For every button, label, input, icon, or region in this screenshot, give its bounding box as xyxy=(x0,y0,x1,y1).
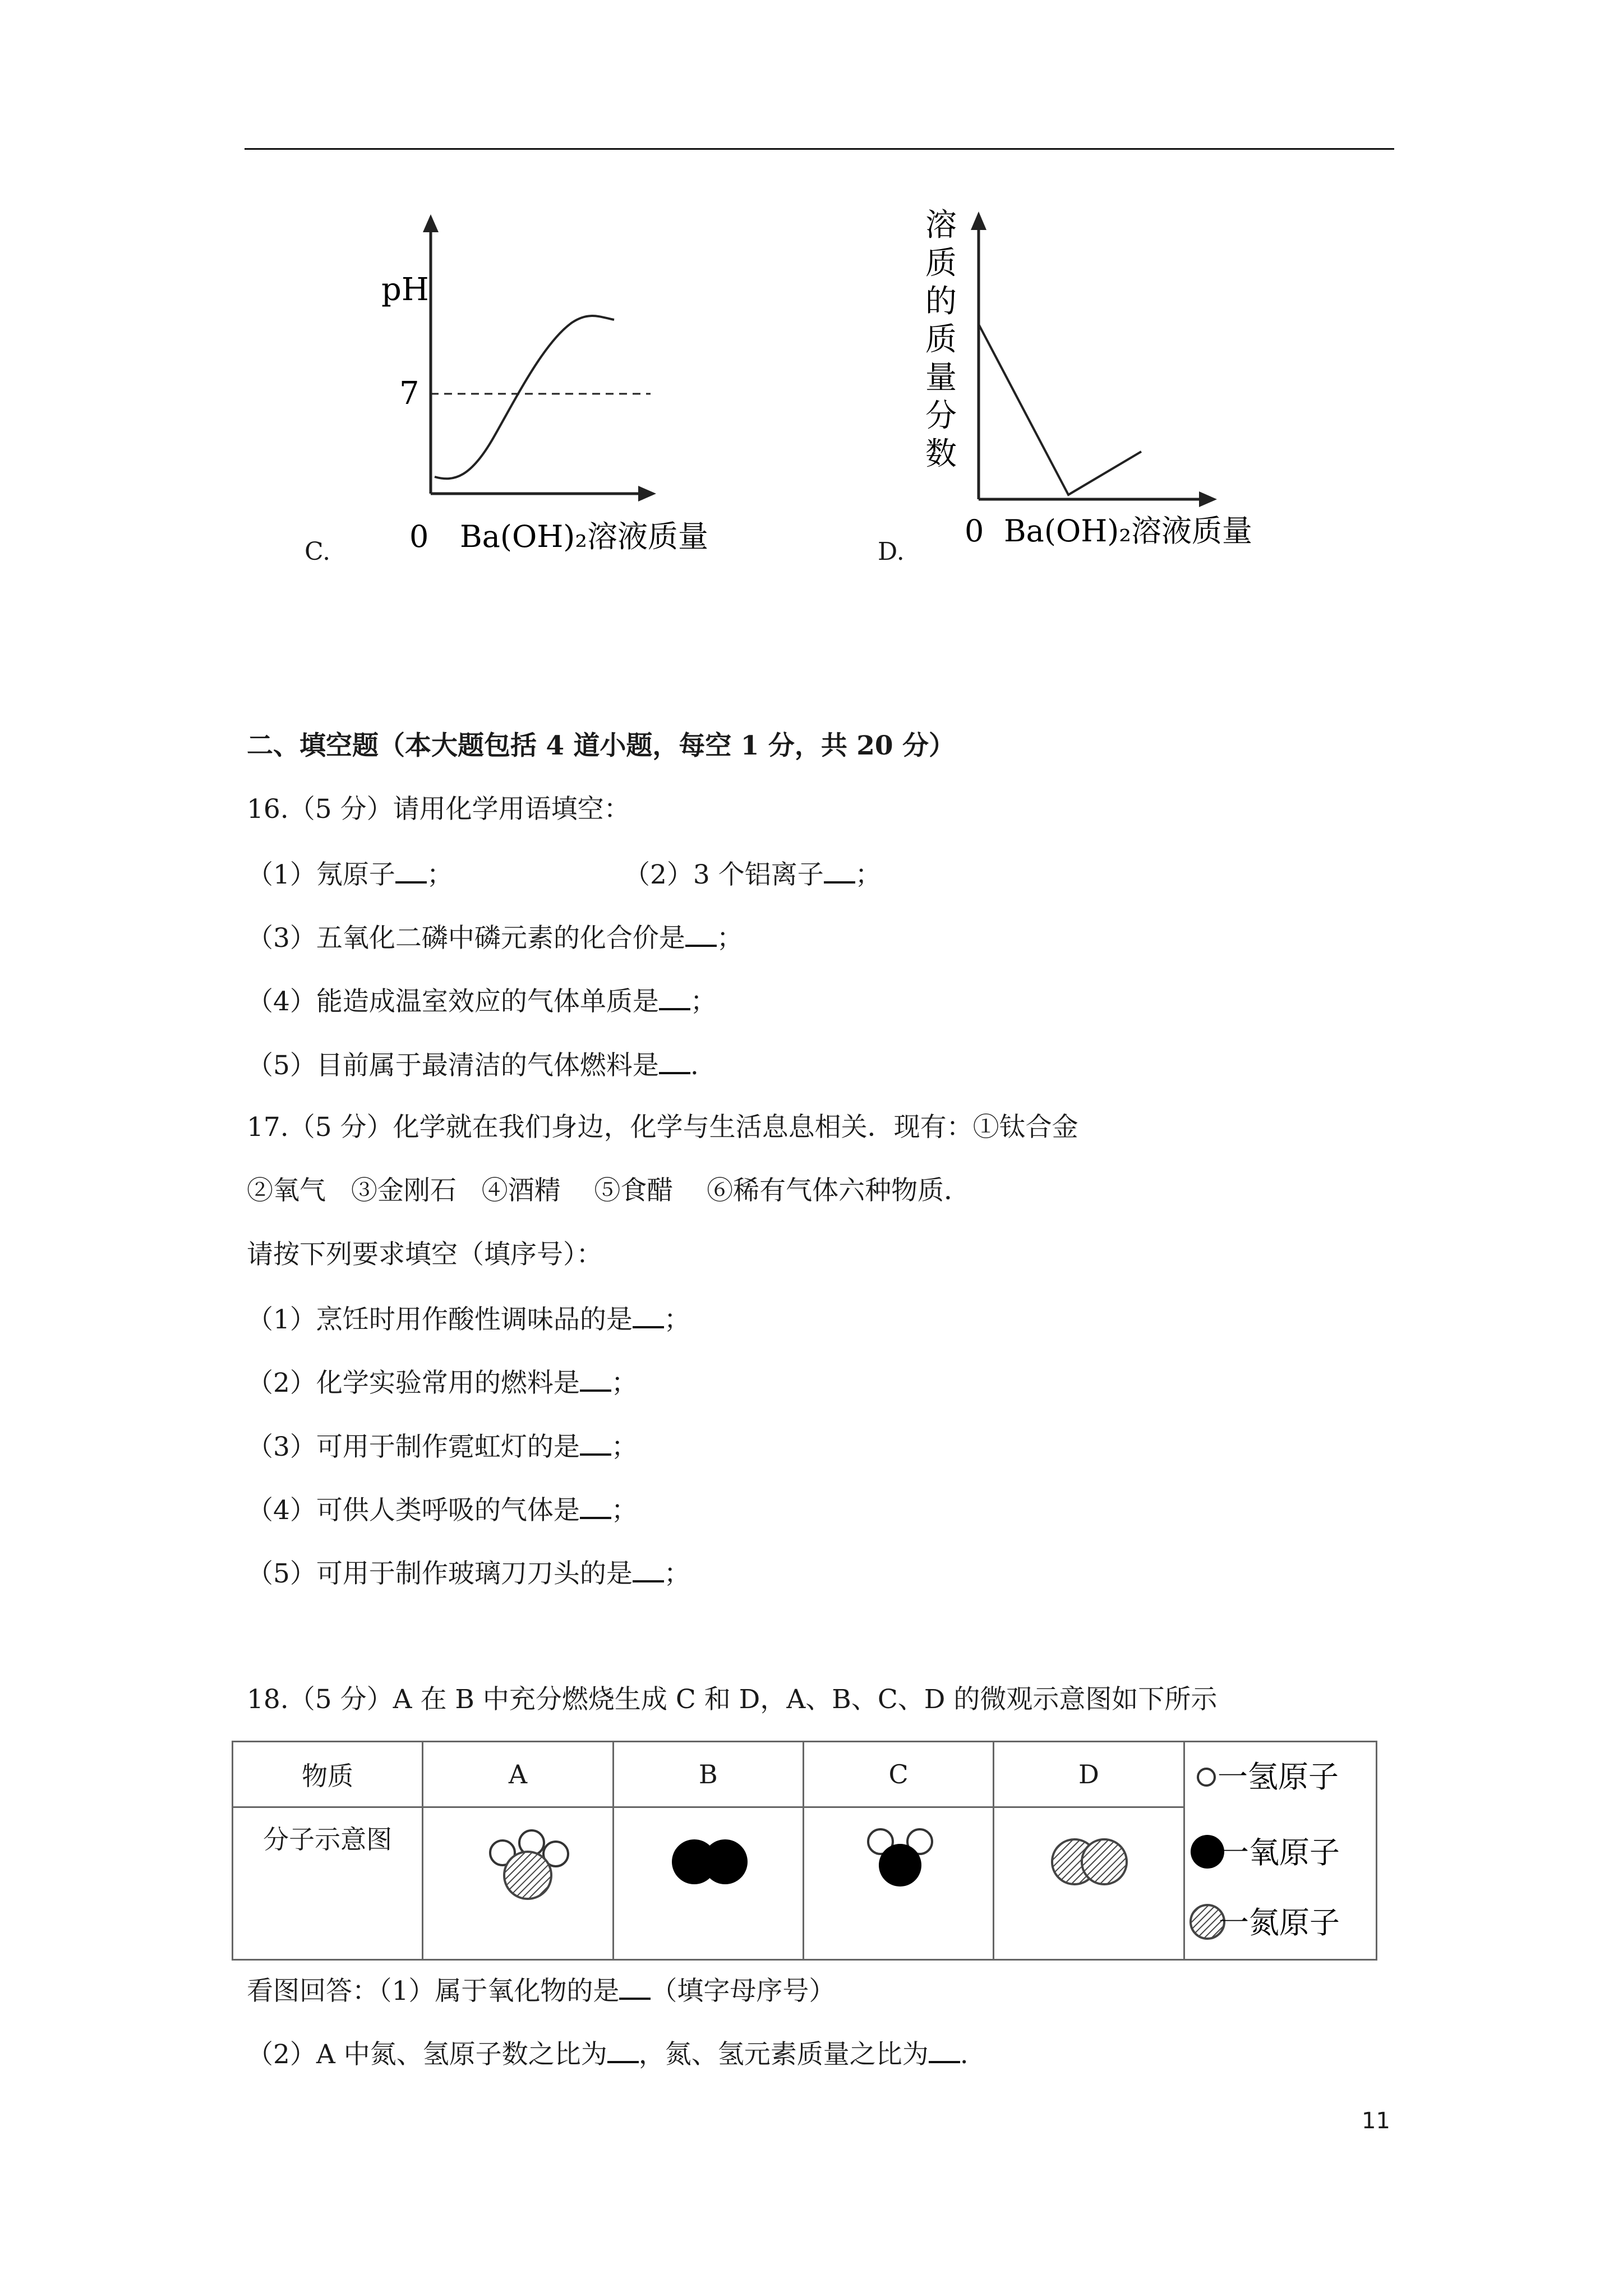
molecule-c-icon xyxy=(842,1808,955,1920)
page-number: 11 xyxy=(1362,2108,1390,2134)
legend-oxygen: 一氧原子 xyxy=(1218,1835,1340,1870)
answer-blank[interactable] xyxy=(633,1301,664,1328)
figure-c-label: C. xyxy=(305,537,331,566)
table-header-cell: C xyxy=(803,1742,993,1807)
molecule-table xyxy=(232,1741,1377,1961)
hydrogen-atom-icon xyxy=(1198,1769,1215,1786)
answer-blank[interactable] xyxy=(580,1492,611,1519)
answer-blank[interactable] xyxy=(929,2036,960,2063)
answer-blank[interactable] xyxy=(580,1365,611,1392)
answer-blank[interactable] xyxy=(395,857,427,884)
q17-stem: 17.（5 分）化学就在我们身边，化学与生活息息相关．现有：①钛合金 xyxy=(247,1112,1078,1143)
svg-text:分: 分 xyxy=(925,398,957,434)
q17-part1: （1）烹饪时用作酸性调味品的是 ； xyxy=(247,1301,690,1337)
q17-part4: （4）可供人类呼吸的气体是 ； xyxy=(247,1492,638,1527)
figure-c-ref-label: 7 xyxy=(399,375,419,412)
molecule-c-cell xyxy=(803,1807,993,1960)
table-header-cell: D xyxy=(994,1742,1184,1807)
molecule-d-cell xyxy=(994,1807,1184,1960)
section-heading: 二、填空题（本大题包括 4 道小题，每空 1 分，共 20 分） xyxy=(247,730,955,761)
molecule-b-icon xyxy=(652,1808,764,1920)
q16-part5: （5）目前属于最清洁的气体燃料是 . xyxy=(247,1047,699,1083)
table-header-cell: 物质 xyxy=(233,1742,423,1807)
legend-hydrogen: 一氢原子 xyxy=(1217,1759,1339,1795)
molecule-b-cell xyxy=(613,1807,803,1960)
answer-blank[interactable] xyxy=(824,857,855,884)
q16-stem: 16.（5 分）请用化学用语填空： xyxy=(247,794,630,825)
answer-blank[interactable] xyxy=(659,983,690,1010)
answer-blank[interactable] xyxy=(685,920,717,947)
svg-text:溶: 溶 xyxy=(925,207,957,243)
molecule-a-cell xyxy=(423,1807,613,1960)
q17-part5: （5）可用于制作玻璃刀刀头的是 ； xyxy=(247,1556,690,1591)
figure-d-origin: 0 xyxy=(965,513,984,549)
figure-c-y-label: pH xyxy=(381,272,429,308)
q16-part4: （4）能造成温室效应的气体单质是 ； xyxy=(247,983,717,1019)
answer-blank[interactable] xyxy=(580,1429,611,1456)
q16-part2: （2）3 个铝离子 ； xyxy=(624,857,882,892)
figure-c-x-label: Ba(OH)₂溶液质量 xyxy=(460,519,709,554)
molecule-a-icon xyxy=(462,1808,574,1920)
table-header-cell: B xyxy=(613,1742,803,1807)
answer-blank[interactable] xyxy=(633,1556,664,1582)
figure-d xyxy=(920,202,1301,572)
answer-blank[interactable] xyxy=(607,2036,639,2063)
q16-part1: （1）氖原子 ； xyxy=(247,857,453,892)
q17-list: ②氧气 ③金刚石 ④酒精 ⑤食醋 ⑥稀有气体六种物质． xyxy=(247,1175,971,1206)
table-header-cell: A xyxy=(423,1742,613,1807)
q17-part3: （3）可用于制作霓虹灯的是 ； xyxy=(247,1429,638,1464)
figure-c xyxy=(359,213,709,572)
answer-blank[interactable] xyxy=(619,1973,651,2000)
q18-part2: （2）A 中氮、氢原子数之比为 ，氮、氢元素质量之比为 . xyxy=(247,2036,969,2072)
legend-cell xyxy=(1184,1742,1376,1960)
svg-text:的: 的 xyxy=(925,283,957,320)
legend-nitrogen: 一氮原子 xyxy=(1218,1905,1340,1940)
header-rule xyxy=(245,148,1394,150)
q18-part1: 看图回答：（1）属于氧化物的是 （填字母序号） xyxy=(247,1973,835,2008)
svg-text:数: 数 xyxy=(925,436,957,472)
q17-instruction: 请按下列要求填空（填序号）： xyxy=(247,1239,603,1270)
q16-part3: （3）五氧化二磷中磷元素的化合价是 ； xyxy=(247,920,743,955)
figure-d-x-label: Ba(OH)₂溶液质量 xyxy=(1004,513,1253,549)
figure-d-y-label xyxy=(925,207,957,472)
answer-blank[interactable] xyxy=(659,1047,690,1074)
svg-text:质: 质 xyxy=(925,245,957,282)
figure-d-label: D. xyxy=(878,537,905,566)
svg-text:质: 质 xyxy=(925,321,957,358)
molecule-d-icon xyxy=(1032,1808,1145,1920)
q17-part2: （2）化学实验常用的燃料是 ； xyxy=(247,1365,638,1400)
figure-d-graph xyxy=(920,202,1301,572)
figure-c-graph xyxy=(359,213,709,572)
figure-c-origin: 0 xyxy=(409,519,429,554)
q18-stem: 18.（5 分）A 在 B 中充分燃烧生成 C 和 D，A、B、C、D 的微观示意图如下所示 xyxy=(247,1684,1218,1715)
table-row-label: 分子示意图 xyxy=(233,1807,423,1960)
svg-text:量: 量 xyxy=(925,360,957,396)
atom-legend xyxy=(1185,1742,1376,1953)
